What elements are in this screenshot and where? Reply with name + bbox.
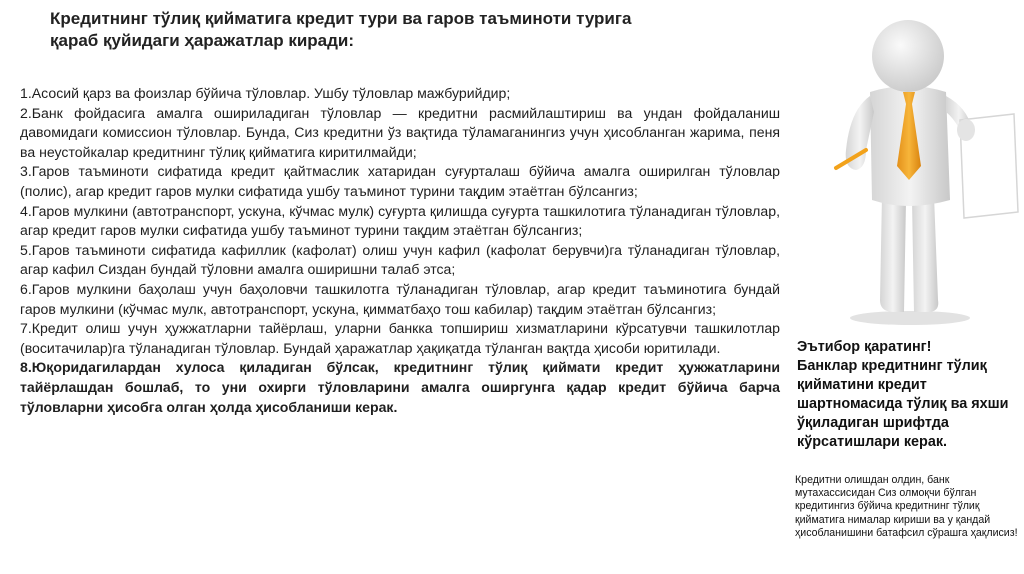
title-line-1: Кредитнинг тўлиқ қийматига кредит тури ва гаров таъминоти турига: [50, 9, 632, 28]
attention-body: Банклар кредитнинг тўлиқ қийматини кредит шартномасида тўлиқ ва яхши ўқиладиган шрифтда кўрсатишлари керак.: [797, 358, 1009, 450]
figure-right-leg: [912, 196, 938, 312]
cost-item-7: 7.Кредит олиш учун ҳужжатларни тайёрлаш, уларни банкка топшириш хизматларини кўрсатувчи ташкилотлар (воситачилар)га тўланадиган тўловлар. Бундай ҳаражатлар ҳақиқатда тўланган вақтда ҳисоби юритилади.: [20, 320, 780, 356]
attention-note: [797, 338, 1019, 452]
person-holding-paper-illustration: [800, 0, 1024, 330]
figure-head: [872, 20, 944, 92]
cost-item-8-conclusion: 8.Юқоридагилардан хулоса қиладиган бўлсак, кредитнинг тўлиқ қиймати кредит ҳужжатларини тайёрлашдан бошлаб, то уни охирги тўловларини амалга оширгунга қадар кредит бўйича барча тўловларни ҳисобга олган ҳолда ҳисобланиши керак.: [20, 359, 780, 415]
attention-heading: Эътибор қаратинг!: [797, 339, 932, 355]
slide-title: [50, 8, 750, 52]
figure-left-leg: [880, 196, 906, 312]
figure-shadow: [850, 311, 970, 325]
cost-item-5: 5.Гаров таъминоти сифатида кафиллик (кафолат) олиш учун кафил (кафолат берувчи)га тўланадиган тўловлар, агар кафил Сиздан бундай тўловни амалга оширишни талаб этса;: [20, 241, 780, 278]
title-line-2: қараб қуйидаги ҳаражатлар киради:: [50, 31, 355, 50]
cost-items-list: [20, 84, 780, 417]
cost-item-3: 3.Гаров таъминоти сифатида кредит қайтмаслик хатаридан суғурталаш бўйича амалга оширилган тўловлар (полис), агар кредит гаров мулки сифатида ушбу таъминот турини тақдим этаётган бўлсангиз;: [20, 163, 780, 199]
cost-item-1: 1.Асосий қарз ва фоизлар бўйича тўловлар. Ушбу тўловлар мажбурийдир;: [20, 85, 511, 101]
cost-item-6: 6.Гаров мулкини баҳолаш учун баҳоловчи ташкилотга тўланадиган тўловлар, агар кредит таъминотига бундай гаров мулкини (кўчмас мулк, автотранспорт, ускуна, қимматбаҳо тош кабилар) тақдим этаётган бўлсангиз;: [20, 280, 780, 317]
advice-note: Кредитни олишдан олдин, банк мутахассисидан Сиз олмоқчи бўлган кредитингиз бўйича кредитнинг тўлиқ қийматига нималар кириши ва у қандай ҳисобланишини батафсил сўрашга ҳақлисиз!: [795, 474, 1018, 539]
cost-item-2: 2.Банк фойдасига амалга ошириладиган тўловлар — кредитни расмийлаштириш ва ундан фойдаланиш давомидаги комиссион тўловлар. Бунда, Сиз кредитни ўз вақтида тўламаганингиз учун ҳисобланган жарима, пеня ва неустойкалар кредитнинг тўлиқ қийматига киритилмайди;: [20, 104, 780, 160]
figure-right-hand: [957, 119, 975, 141]
cost-item-4: 4.Гаров мулкини (автотранспорт, ускуна, кўчмас мулк) суғурта қилишда суғурта ташкилотига тўланадиган тўловлар, агар кредит гаров мулки сифатида ушбу таъминот турини тақдим этаётган бўлсангиз;: [20, 202, 780, 239]
figure-svg: [800, 0, 1024, 330]
